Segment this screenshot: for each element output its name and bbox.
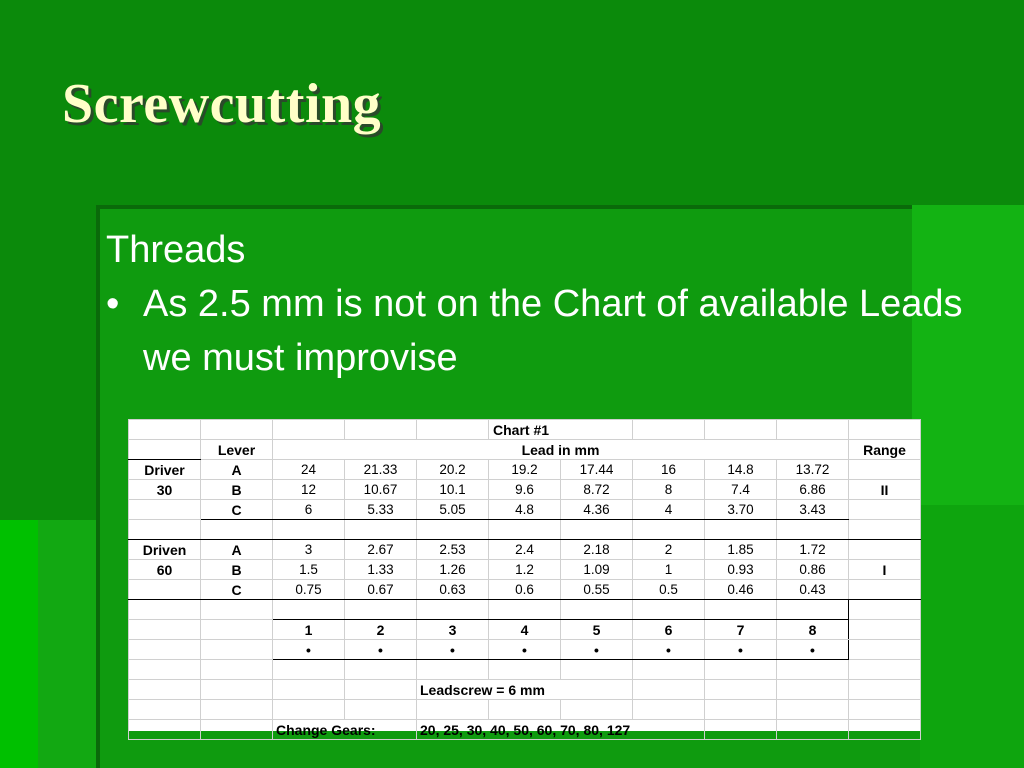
lead-cell: 14.8 [705, 460, 777, 480]
lead-cell: 3 [273, 540, 345, 560]
position-number: 6 [633, 620, 705, 640]
bullet-item [106, 277, 986, 385]
lead-cell: 0.46 [705, 580, 777, 600]
lead-cell: 2.67 [345, 540, 417, 560]
lead-chart-table [128, 419, 920, 738]
table-row [129, 500, 921, 520]
lead-cell: 1 [633, 560, 705, 580]
table-row [129, 700, 921, 720]
position-marker: • [705, 640, 777, 660]
lead-cell: 10.67 [345, 480, 417, 500]
range-driven: I [849, 560, 921, 580]
lead-cell: 1.5 [273, 560, 345, 580]
leadscrew-label: Leadscrew = 6 mm [417, 680, 633, 700]
driven-value: 60 [129, 560, 201, 580]
table-row [129, 720, 921, 740]
table-row [129, 680, 921, 700]
lead-cell: 21.33 [345, 460, 417, 480]
lead-cell: 9.6 [489, 480, 561, 500]
table-row [129, 640, 921, 660]
driver-label: Driver [129, 460, 201, 480]
lead-cell: 6.86 [777, 480, 849, 500]
table-row [129, 420, 921, 440]
lead-cell: 2.53 [417, 540, 489, 560]
lead-header: Lead in mm [273, 440, 849, 460]
position-marker: • [561, 640, 633, 660]
driven-label: Driven [129, 540, 201, 560]
range-driver: II [849, 480, 921, 500]
lead-cell: 0.5 [633, 580, 705, 600]
content-heading: Threads [106, 229, 246, 271]
position-number: 2 [345, 620, 417, 640]
lever-cell: C [201, 500, 273, 520]
position-number: 1 [273, 620, 345, 640]
table-row [129, 540, 921, 560]
change-gears-label: Change Gears: [273, 720, 417, 740]
lead-cell: 20.2 [417, 460, 489, 480]
lead-cell: 0.6 [489, 580, 561, 600]
table-row [129, 580, 921, 600]
lead-cell: 2.4 [489, 540, 561, 560]
lead-cell: 0.86 [777, 560, 849, 580]
lead-cell: 3.43 [777, 500, 849, 520]
table-row [129, 660, 921, 680]
lead-cell: 4 [633, 500, 705, 520]
lead-cell: 3.70 [705, 500, 777, 520]
table-row [129, 560, 921, 580]
lever-cell: A [201, 540, 273, 560]
lead-cell: 1.09 [561, 560, 633, 580]
position-number: 7 [705, 620, 777, 640]
lead-cell: 1.2 [489, 560, 561, 580]
lead-cell: 13.72 [777, 460, 849, 480]
position-marker: • [489, 640, 561, 660]
lead-cell: 10.1 [417, 480, 489, 500]
table-row [129, 440, 921, 460]
position-marker: • [417, 640, 489, 660]
lead-cell: 1.85 [705, 540, 777, 560]
driver-value: 30 [129, 480, 201, 500]
position-marker: • [777, 640, 849, 660]
position-marker: • [273, 640, 345, 660]
lead-cell: 5.33 [345, 500, 417, 520]
lead-cell: 19.2 [489, 460, 561, 480]
lead-cell: 0.55 [561, 580, 633, 600]
lever-cell: C [201, 580, 273, 600]
lead-cell: 8.72 [561, 480, 633, 500]
chart-label: Chart #1 [489, 420, 633, 440]
position-number: 4 [489, 620, 561, 640]
lead-cell: 0.93 [705, 560, 777, 580]
lead-cell: 4.36 [561, 500, 633, 520]
table-row [129, 460, 921, 480]
lead-cell: 0.67 [345, 580, 417, 600]
lead-cell: 1.26 [417, 560, 489, 580]
bullet-text: As 2.5 mm is not on the Chart of available Leads we must improvise [143, 283, 963, 379]
lead-cell: 5.05 [417, 500, 489, 520]
table-row [129, 520, 921, 540]
position-number: 5 [561, 620, 633, 640]
lead-cell: 12 [273, 480, 345, 500]
bullet-marker: • [106, 283, 120, 325]
change-gears-value: 20, 25, 30, 40, 50, 60, 70, 80, 127 [417, 720, 705, 740]
lever-cell: B [201, 560, 273, 580]
lead-cell: 16 [633, 460, 705, 480]
table-row [129, 620, 921, 640]
slide-title: Screwcutting [62, 73, 382, 135]
range-header: Range [849, 440, 921, 460]
position-marker: • [345, 640, 417, 660]
table-row [129, 600, 921, 620]
lever-header: Lever [201, 440, 273, 460]
lead-cell: 2.18 [561, 540, 633, 560]
lead-cell: 17.44 [561, 460, 633, 480]
position-marker: • [633, 640, 705, 660]
lead-cell: 1.72 [777, 540, 849, 560]
lead-cell: 7.4 [705, 480, 777, 500]
lead-cell: 1.33 [345, 560, 417, 580]
position-number: 3 [417, 620, 489, 640]
lead-cell: 24 [273, 460, 345, 480]
lead-cell: 0.63 [417, 580, 489, 600]
table-row [129, 480, 921, 500]
lead-cell: 6 [273, 500, 345, 520]
slide-content [106, 225, 986, 385]
lead-cell: 2 [633, 540, 705, 560]
lead-cell: 8 [633, 480, 705, 500]
lead-cell: 4.8 [489, 500, 561, 520]
lead-cell: 0.75 [273, 580, 345, 600]
position-number: 8 [777, 620, 849, 640]
lever-cell: B [201, 480, 273, 500]
lead-cell: 0.43 [777, 580, 849, 600]
lever-cell: A [201, 460, 273, 480]
